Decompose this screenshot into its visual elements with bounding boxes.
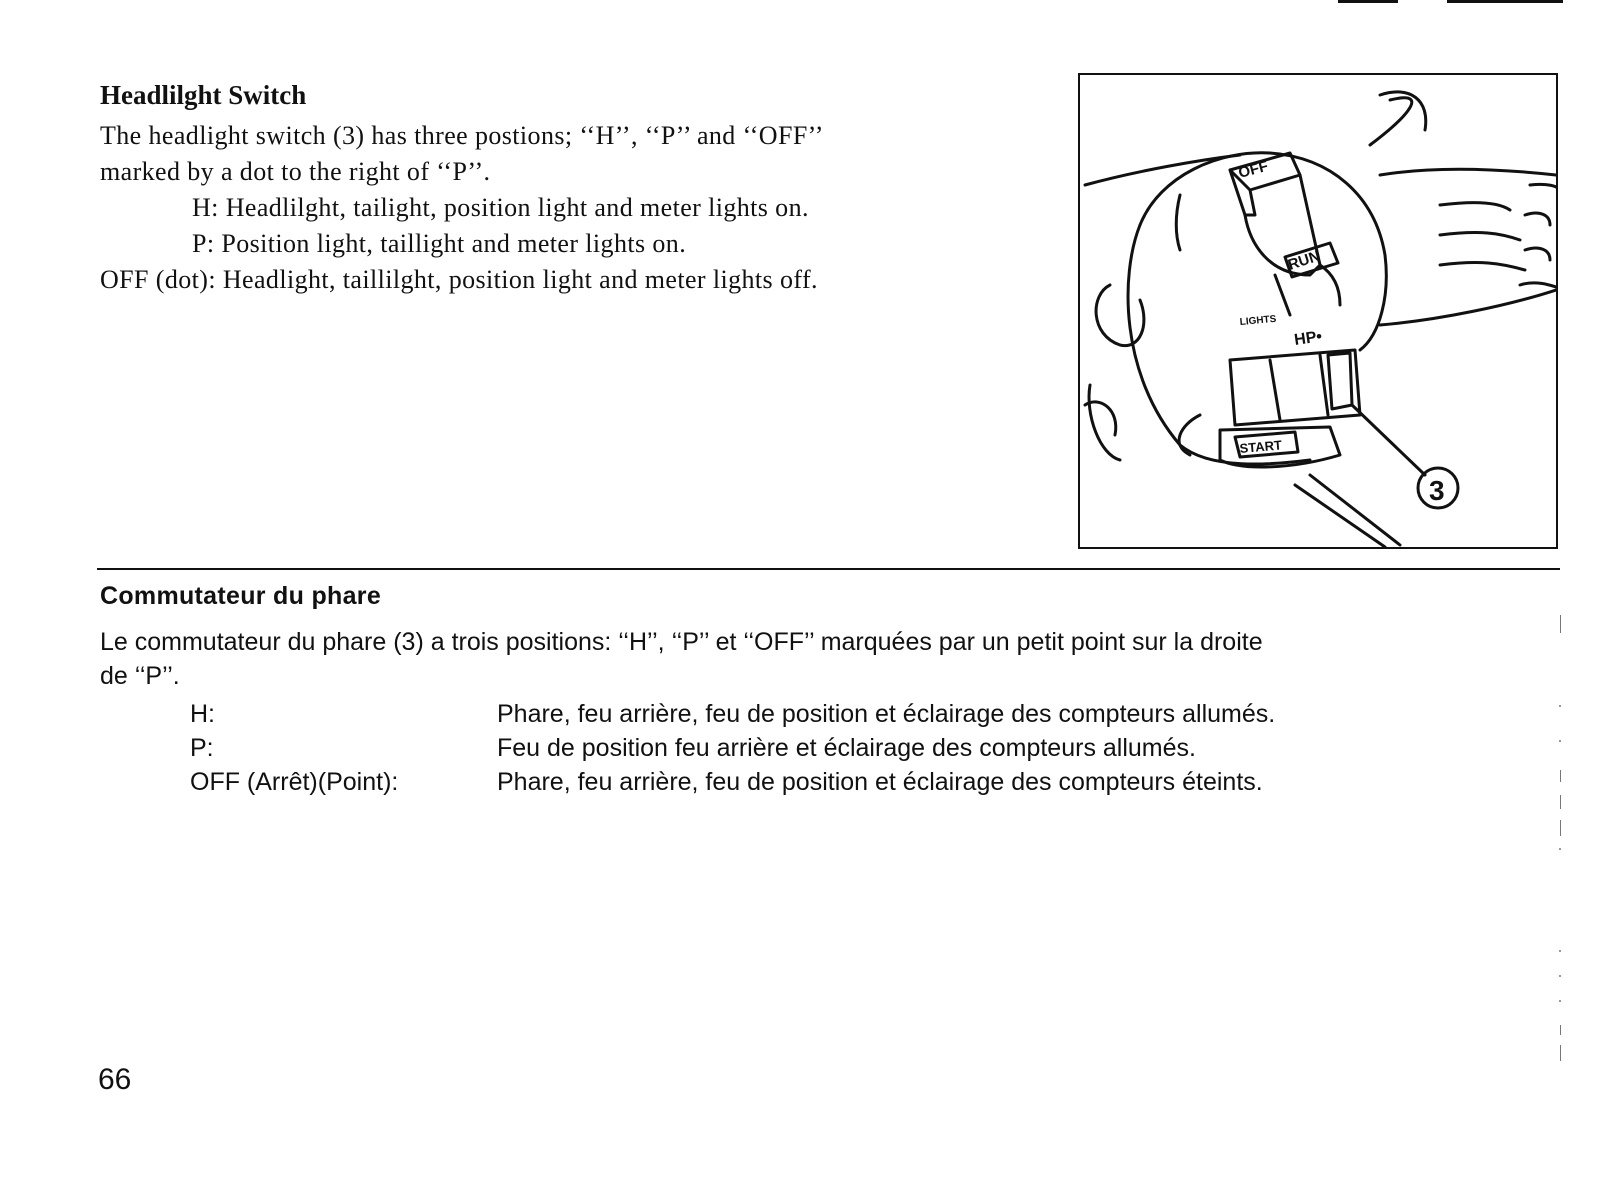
english-p-position: P: Position light, taillight and meter lights on. [192, 229, 687, 258]
margin-dot [1559, 848, 1561, 850]
margin-dot [1559, 740, 1561, 742]
start-label-text: START [1238, 437, 1283, 456]
french-intro-line-1: Le commutateur du phare (3) a trois positions: ‘‘H’’, ‘‘P’’ et ‘‘OFF’’ marquées par un petit point sur la droite [100, 628, 1263, 656]
margin-mark [1560, 770, 1561, 782]
french-row-label: P: [190, 734, 214, 762]
callout-number: 3 [1429, 475, 1445, 506]
handlebar-switch-illustration [1078, 73, 1558, 549]
french-row-off [190, 765, 1275, 799]
section-divider [97, 568, 1560, 570]
top-rule-right [1447, 0, 1563, 3]
english-section-body [100, 118, 1060, 298]
french-row-label: H: [190, 700, 215, 728]
french-row-desc: Phare, feu arrière, feu de position et éclairage des compteurs allumés. [497, 700, 1276, 728]
french-intro-line-2: de ‘‘P’’. [100, 662, 180, 690]
french-row-label: OFF (Arrêt)(Point): [190, 768, 399, 796]
french-row-p [190, 731, 1275, 765]
margin-dot [1559, 1000, 1561, 1002]
positions-label-text: HP• [1293, 328, 1324, 349]
top-rule-left [1338, 0, 1398, 3]
scan-margin-marks [1555, 615, 1575, 1075]
french-row-desc: Phare, feu arrière, feu de position et éclairage des compteurs éteints. [497, 768, 1263, 796]
margin-mark [1560, 1045, 1561, 1061]
margin-mark [1560, 795, 1561, 809]
english-h-position: H: Headlilght, tailight, position light and meter lights on. [192, 193, 809, 222]
margin-mark [1560, 1025, 1561, 1035]
off-label-text: OFF [1236, 157, 1271, 182]
english-section-title: Headlilght Switch [100, 80, 307, 110]
french-section-title: Commutateur du phare [100, 582, 382, 610]
french-section-body [100, 625, 1555, 693]
english-off-position: OFF (dot): Headlight, taillilght, position light and meter lights off. [100, 265, 818, 294]
english-intro-line-1: The headlight switch (3) has three postions; ‘‘H’’, ‘‘P’’ and ‘‘OFF’’ [100, 121, 824, 150]
lights-label-text: LIGHTS [1239, 313, 1277, 328]
run-label-text: RUN [1285, 247, 1323, 274]
english-intro-line-2: marked by a dot to the right of ‘‘P’’. [100, 157, 491, 186]
margin-mark [1560, 615, 1561, 633]
margin-mark [1560, 820, 1561, 836]
page-number: 66 [98, 1063, 132, 1096]
margin-dot [1559, 950, 1561, 952]
french-row-h [190, 697, 1275, 731]
french-position-table [190, 697, 1275, 799]
switch-housing-drawing [1080, 75, 1556, 547]
margin-dot [1559, 705, 1561, 707]
french-row-desc: Feu de position feu arrière et éclairage des compteurs allumés. [497, 734, 1196, 762]
margin-dot [1559, 975, 1561, 977]
